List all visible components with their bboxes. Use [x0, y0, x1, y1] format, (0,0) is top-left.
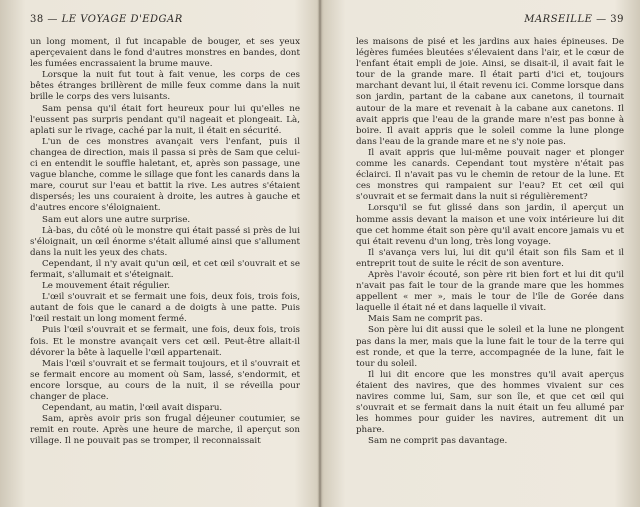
paragraph: Mais Sam ne comprit pas. — [368, 314, 483, 325]
paragraph: Sam pensa qu'il était fort heureux pour lui qu'elles ne l'eussent pas surpris pendant qu'il nageait et plongeait. Là, aplati sur le rivage, caché par la nuit, il était en sécurité. — [30, 103, 300, 136]
right-page-body — [356, 37, 624, 447]
paragraph: Cependant, il n'y avait qu'un œil, et cet œil s'ouvrait et se fermait, s'allumait et s'éteignait. — [30, 258, 300, 280]
paragraph: Cependant, au matin, l'œil avait disparu. — [42, 403, 223, 414]
paragraph: Sam, après avoir pris son frugal déjeuner coutumier, se remit en route. Après une heure de marche, il aperçut son village. Il ne pouvait pas se tromper, il reconnaissait — [30, 414, 300, 447]
paragraph: Après l'avoir écouté, son père rit bien fort et lui dit qu'il n'avait pas fait le tour de la grande mare que les hommes appellent « mer », mais le tour de l'île de Gorée dans laquelle il était né et dans laquelle il vivait. — [356, 269, 624, 314]
book-fold — [318, 0, 322, 507]
paragraph: les maisons de pisé et les jardins aux haies épineuses. De légères fumées bleutées s'élevaient dans l'air, et le cœur de l'enfant était empli de joie. Ainsi, se disait-il, il avait fait le tour de la grande mare. Il était parti d'ici et, toujours marchant devant lui, il était revenu ici. Comme lorsque dans son jardin, partant de la cabane aux canetons, il tournait autour de la mare et revenait à la cabane aux canetons. Il avait appris que l'eau de la grande mare n'est pas bonne à boire. Il avait appris que le soleil comme la lune plonge dans l'eau de la grande mare et ne s'y noie pas. — [356, 37, 624, 147]
paragraph: Le mouvement était régulier. — [42, 281, 170, 292]
right-page-number: 39 — [610, 14, 624, 25]
paragraph: L'œil s'ouvrait et se fermait une fois, deux fois, trois fois, autant de fois que le canard a de doigts à une patte. Puis l'œil restait un long moment fermé. — [30, 292, 300, 325]
paragraph: Mais l'œil s'ouvrait et se fermait toujours, et il s'ouvrait et se fermait encore au moment où Sam, lassé, s'endormit, et encore lorsque, au cours de la nuit, il se réveilla pour changer de place. — [30, 358, 300, 402]
paragraph: un long moment, il fut incapable de bouger, et ses yeux aperçevaient dans le fond d'autres monstres en bandes, dont les fumées encrassaient la brume mauve. — [30, 37, 300, 70]
paragraph: Il lui dit encore que les monstres qu'il avait aperçus étaient des navires, que des hommes vivaient sur ces navires comme lui, Sam, sur son île, et que cet œil qui s'ouvrait et se fermait dans la nuit était un feu allumé par les hommes pour guider les navires, autrement dit un phare. — [356, 369, 624, 436]
left-page-number: 38 — [30, 14, 44, 25]
paragraph: Puis l'œil s'ouvrait et se fermait, une fois, deux fois, trois fois. Et le monstre avançait vers cet œil. Peut-être allait-il dévorer la bête à laquelle l'œil appartenait. — [30, 325, 300, 358]
right-page — [356, 14, 624, 502]
paragraph: Il avait appris que lui-même pouvait nager et plonger comme les canards. Cependant tout mystère n'était pas éclairci. Il n'avait pas vu le chemin de retour de la lune. Et ces monstres qui rampaient sur l'eau? Et cet œil qui s'ouvrait et se fermait dans la nuit si régulièrement? — [356, 147, 624, 203]
paragraph: Là-bas, du côté où le monstre qui était passé si près de lui s'éloignait, un œil énorme s'était allumé ainsi que s'allument dans la nuit les yeux des chats. — [30, 225, 300, 258]
paragraph: Lorsque la nuit fut tout à fait venue, les corps de ces bêtes étranges brillèrent de mille feux comme dans la nuit brille le corps des vers luisants. — [30, 70, 300, 103]
left-page-header — [30, 14, 300, 26]
paragraph: Son père lui dit aussi que le soleil et la lune ne plongent pas dans la mer, mais que la lune fait le tour de la terre qui est ronde, et que la terre, accompagnée de la lune, fait le tour du soleil. — [356, 325, 624, 369]
left-running-head: — LE VOYAGE D'EDGAR — [47, 14, 183, 25]
left-page — [30, 14, 300, 502]
paragraph: L'un de ces monstres avançait vers l'enfant, puis il changea de direction, mais il passa si près de Sam que celui-ci en entendit le souffle haletant, et, après son passage, une vague blanche, comme le sillage que font les canards dans la mare, courut sur l'eau et battit la rive. Les autres s'étaient dispersés; les uns couraient à droite, les autres à gauche et d'autres encore s'éloignaient. — [30, 136, 300, 214]
paragraph: Sam ne comprit pas davantage. — [368, 436, 508, 447]
paragraph: Il s'avança vers lui, lui dit qu'il était son fils Sam et il entreprit tout de suite le récit de son aventure. — [356, 247, 624, 269]
paragraph: Lorsqu'il se fut glissé dans son jardin, il aperçut un homme assis devant la maison et une voix intérieure lui dit que cet homme était son père qu'il avait encore jamais vu et qui était revenu d'un long, très long voyage. — [356, 203, 624, 247]
left-page-body — [30, 37, 300, 447]
right-running-head: MARSEILLE — — [524, 14, 607, 25]
right-page-header — [356, 14, 624, 26]
paragraph: Sam eut alors une autre surprise. — [42, 214, 191, 225]
